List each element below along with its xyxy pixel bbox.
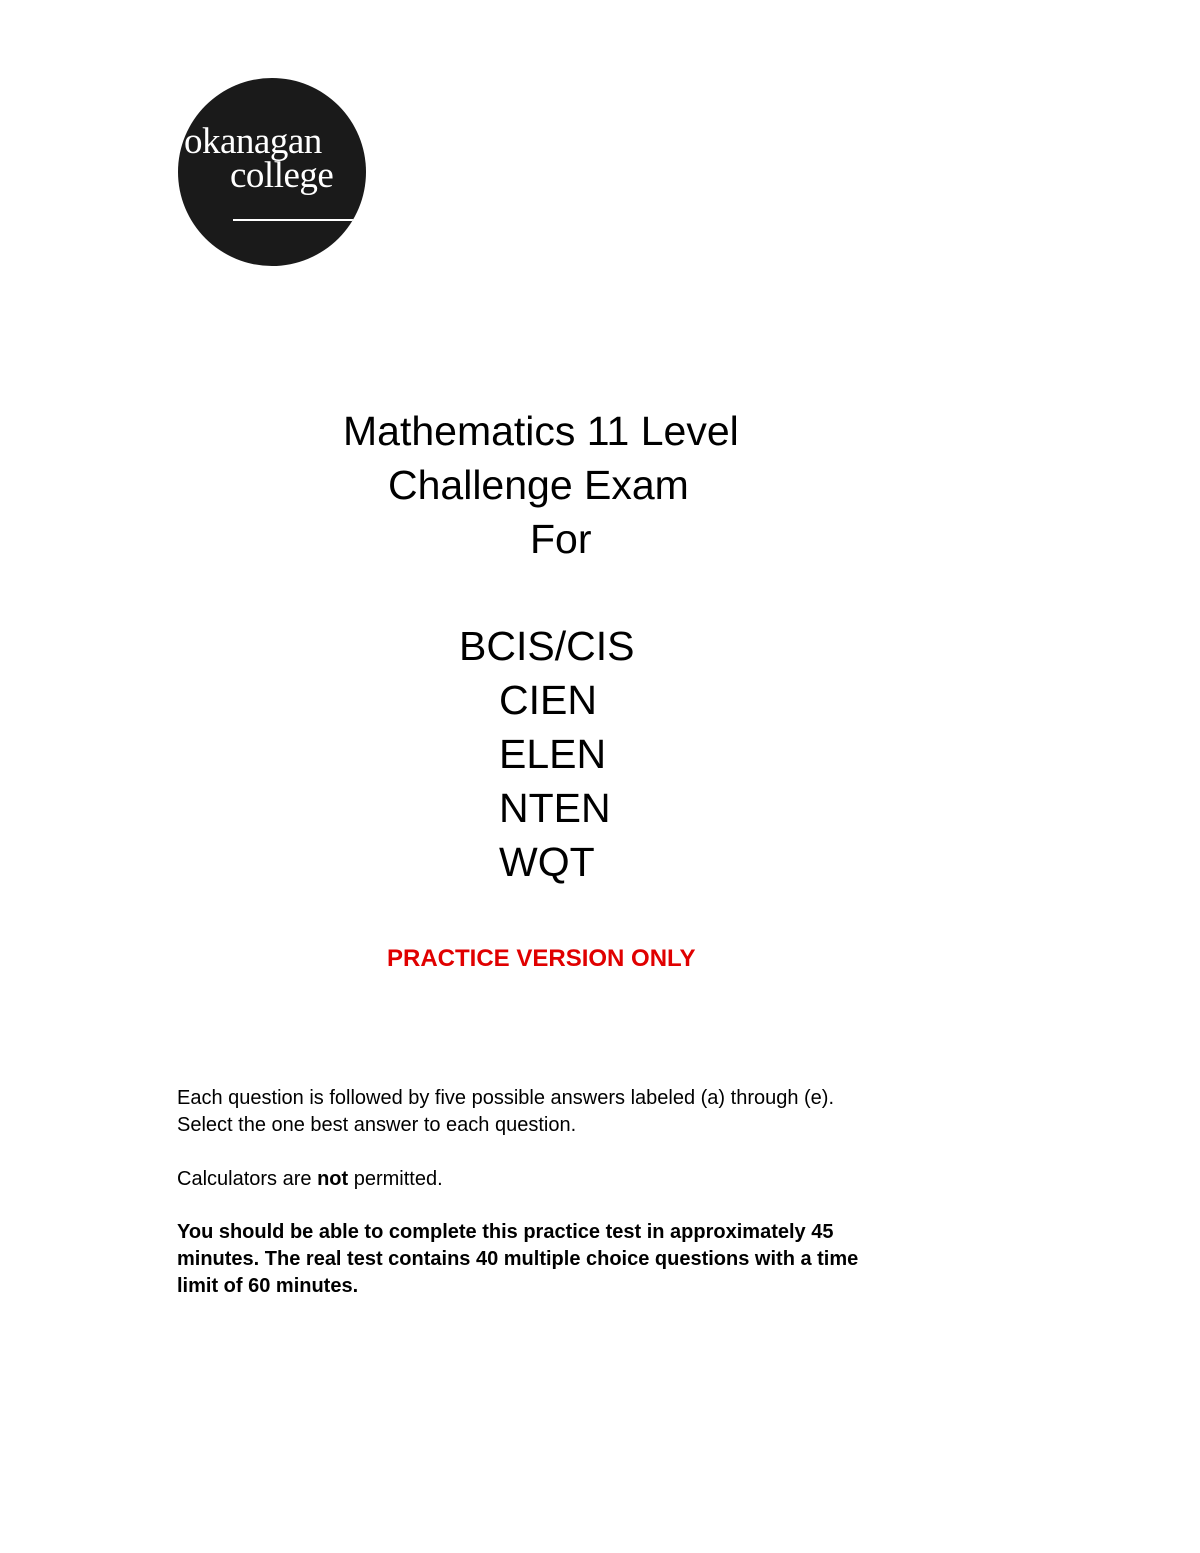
program-elen: ELEN xyxy=(499,731,607,777)
logo-rule xyxy=(233,219,358,221)
time-notice-line-1: You should be able to complete this practice test in approximately 45 xyxy=(177,1221,834,1243)
title-line-2: Challenge Exam xyxy=(388,462,689,508)
instruction-line-2: Select the one best answer to each question. xyxy=(177,1114,577,1136)
time-notice-line-2: minutes. The real test contains 40 multiple choice questions with a time xyxy=(177,1248,859,1270)
calculator-notice xyxy=(177,1166,443,1193)
program-wqt: WQT xyxy=(499,839,595,885)
time-notice-line-3: limit of 60 minutes. xyxy=(177,1275,359,1297)
program-bcis-cis: BCIS/CIS xyxy=(459,623,635,669)
title-line-1: Mathematics 11 Level xyxy=(343,408,739,454)
calculator-text-bold: not xyxy=(317,1168,349,1190)
practice-notice: PRACTICE VERSION ONLY xyxy=(387,945,696,972)
title-line-3: For xyxy=(530,516,592,562)
instruction-line-1: Each question is followed by five possible answers labeled (a) through (e). xyxy=(177,1087,835,1109)
logo-text-line1: okanagan xyxy=(184,121,322,162)
logo-text-line2: college xyxy=(230,155,334,196)
college-logo xyxy=(178,78,366,266)
program-cien: CIEN xyxy=(499,677,597,723)
calculator-text-before: Calculators are xyxy=(177,1168,318,1190)
program-nten: NTEN xyxy=(499,785,611,831)
calculator-text-after: permitted. xyxy=(348,1168,443,1190)
